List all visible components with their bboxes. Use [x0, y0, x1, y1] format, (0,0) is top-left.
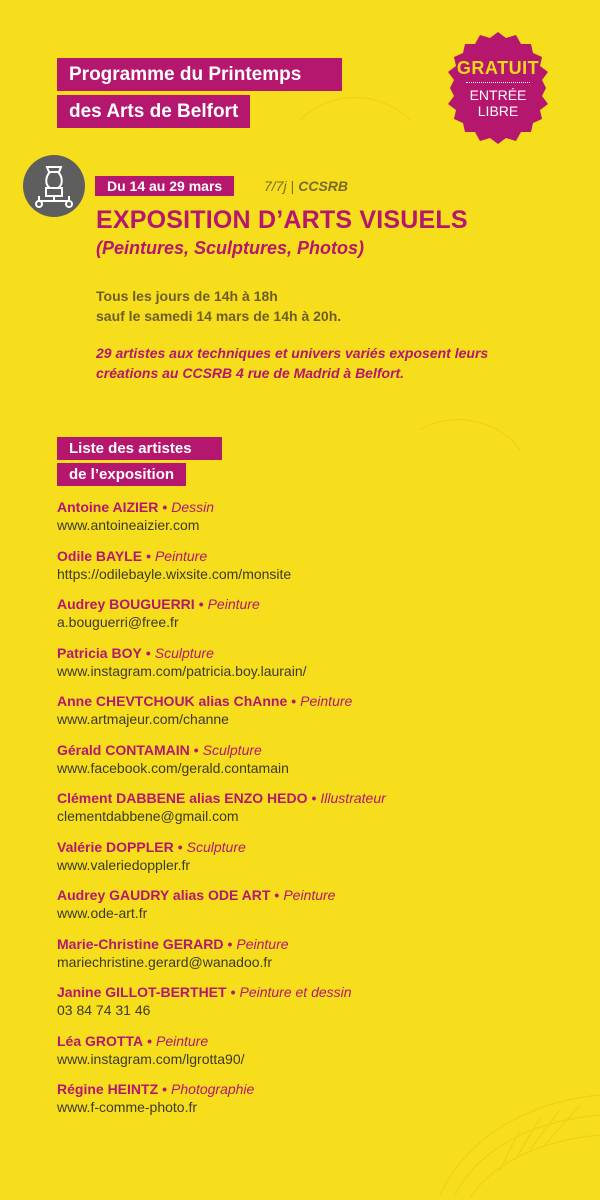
artist-entry [57, 789, 577, 838]
artist-technique: Sculpture [186, 838, 246, 855]
artist-contact[interactable]: www.ode-art.fr [57, 905, 148, 921]
event-description [96, 343, 488, 383]
badge-entree-line-2: LIBRE [477, 103, 519, 119]
artist-name: Gérald CONTAMAIN [57, 741, 190, 758]
artist-name: Régine HEINTZ [57, 1081, 159, 1097]
bullet: • [198, 596, 204, 612]
event-schedule-venue [264, 176, 348, 196]
artist-contact[interactable]: www.f-comme-photo.fr [57, 1099, 198, 1115]
bullet: • [311, 790, 317, 806]
event-subtitle: (Peintures, Sculptures, Photos) [96, 238, 365, 258]
artist-contact[interactable]: www.antoineaizier.com [57, 517, 200, 533]
bullet: • [274, 887, 280, 903]
artist-contact[interactable]: a.bouguerri@free.fr [57, 614, 179, 630]
artist-list-heading-line-1: Liste des artistes [57, 437, 222, 460]
artist-contact[interactable]: www.facebook.com/gerald.contamain [57, 759, 289, 776]
artist-entry [57, 838, 577, 887]
artist-entry [57, 692, 577, 741]
artist-entry [57, 498, 577, 547]
artist-technique: Illustrateur [320, 790, 386, 806]
artist-entry [57, 644, 577, 693]
artist-name: Patricia BOY [57, 644, 142, 661]
artist-contact[interactable]: https://odilebayle.wixsite.com/monsite [57, 565, 292, 582]
artist-list [57, 498, 577, 1129]
artist-technique: Sculpture [154, 644, 214, 661]
artist-entry [57, 935, 577, 984]
bullet: • [227, 935, 233, 952]
artist-list-heading-line-2: de l’exposition [57, 463, 186, 486]
artist-name: Marie-Christine GERARD [57, 935, 224, 952]
artist-technique: Peinture [283, 887, 336, 903]
bullet: • [193, 741, 199, 758]
bullet: • [177, 838, 183, 855]
bullet: • [145, 644, 151, 661]
exhibition-icon [23, 155, 85, 217]
artist-contact[interactable]: www.artmajeur.com/channe [57, 711, 229, 727]
artist-entry [57, 1032, 577, 1081]
event-description-line-2: créations au CCSRB 4 rue de Madrid à Belfort. [96, 365, 405, 381]
venue-separator: | [290, 178, 295, 194]
artist-technique: Peinture [154, 547, 208, 564]
artist-contact[interactable]: mariechristine.gerard@wanadoo.fr [57, 953, 272, 970]
event-venue: CCSRB [298, 178, 348, 194]
bullet: • [147, 1032, 152, 1049]
artist-technique: Sculpture [202, 741, 262, 758]
artist-entry [57, 886, 577, 935]
artist-contact[interactable]: www.instagram.com/lgrotta90/ [57, 1050, 245, 1067]
artist-name: Antoine AIZIER [57, 499, 159, 515]
artist-name: Janine GILLOT-BERTHET [57, 984, 227, 1000]
bullet: • [162, 1081, 168, 1097]
artist-name: Léa GROTTA [57, 1032, 144, 1049]
artist-contact[interactable]: clementdabbene@gmail.com [57, 808, 239, 824]
artist-name: Anne CHEVTCHOUK alias ChAnne [57, 693, 288, 709]
artist-name: Valérie DOPPLER [57, 838, 174, 855]
artist-technique: Peinture [155, 1032, 209, 1049]
artist-name: Audrey BOUGUERRI [57, 596, 195, 612]
event-hours [96, 286, 341, 326]
artist-technique: Photographie [171, 1081, 255, 1097]
program-title-line-2: des Arts de Belfort [57, 95, 250, 128]
artist-technique: Peinture [207, 596, 260, 612]
program-title-line-1: Programme du Printemps [57, 58, 342, 91]
artist-contact[interactable]: 03 84 74 31 46 [57, 1002, 151, 1018]
badge-entree-label [440, 87, 556, 119]
artist-technique: Dessin [171, 499, 215, 515]
artist-entry [57, 547, 577, 596]
artist-entry [57, 983, 577, 1032]
artist-entry [57, 741, 577, 790]
bullet: • [230, 984, 236, 1000]
badge-entree-line-1: ENTRÉE [469, 87, 527, 103]
event-hours-line-2: sauf le samedi 14 mars de 14h à 20h. [96, 308, 342, 324]
artist-technique: Peinture [236, 935, 289, 952]
bullet: • [162, 499, 168, 515]
artist-entry [57, 595, 577, 644]
event-days: 7/7j [264, 178, 287, 194]
bullet: • [291, 693, 297, 709]
event-dates: Du 14 au 29 mars [95, 176, 234, 196]
event-description-line-1: 29 artistes aux techniques et univers variés exposent leurs [96, 345, 489, 361]
event-title: EXPOSITION D’ARTS VISUELS [96, 206, 468, 234]
artist-name: Clément DABBENE alias ENZO HEDO [57, 790, 308, 806]
artist-technique: Peinture [300, 693, 353, 709]
free-entry-badge-text [440, 30, 556, 146]
bullet: • [146, 547, 151, 564]
event-hours-line-1: Tous les jours de 14h à 18h [96, 288, 278, 304]
artist-contact[interactable]: www.instagram.com/patricia.boy.laurain/ [57, 662, 307, 679]
artist-contact[interactable]: www.valeriedoppler.fr [57, 856, 191, 873]
badge-divider [466, 82, 530, 83]
badge-gratuit-label: GRATUIT [456, 58, 540, 78]
artist-name: Audrey GAUDRY alias ODE ART [57, 887, 271, 903]
artist-name: Odile BAYLE [57, 547, 143, 564]
artist-entry [57, 1080, 577, 1129]
artist-technique: Peinture et dessin [239, 984, 352, 1000]
